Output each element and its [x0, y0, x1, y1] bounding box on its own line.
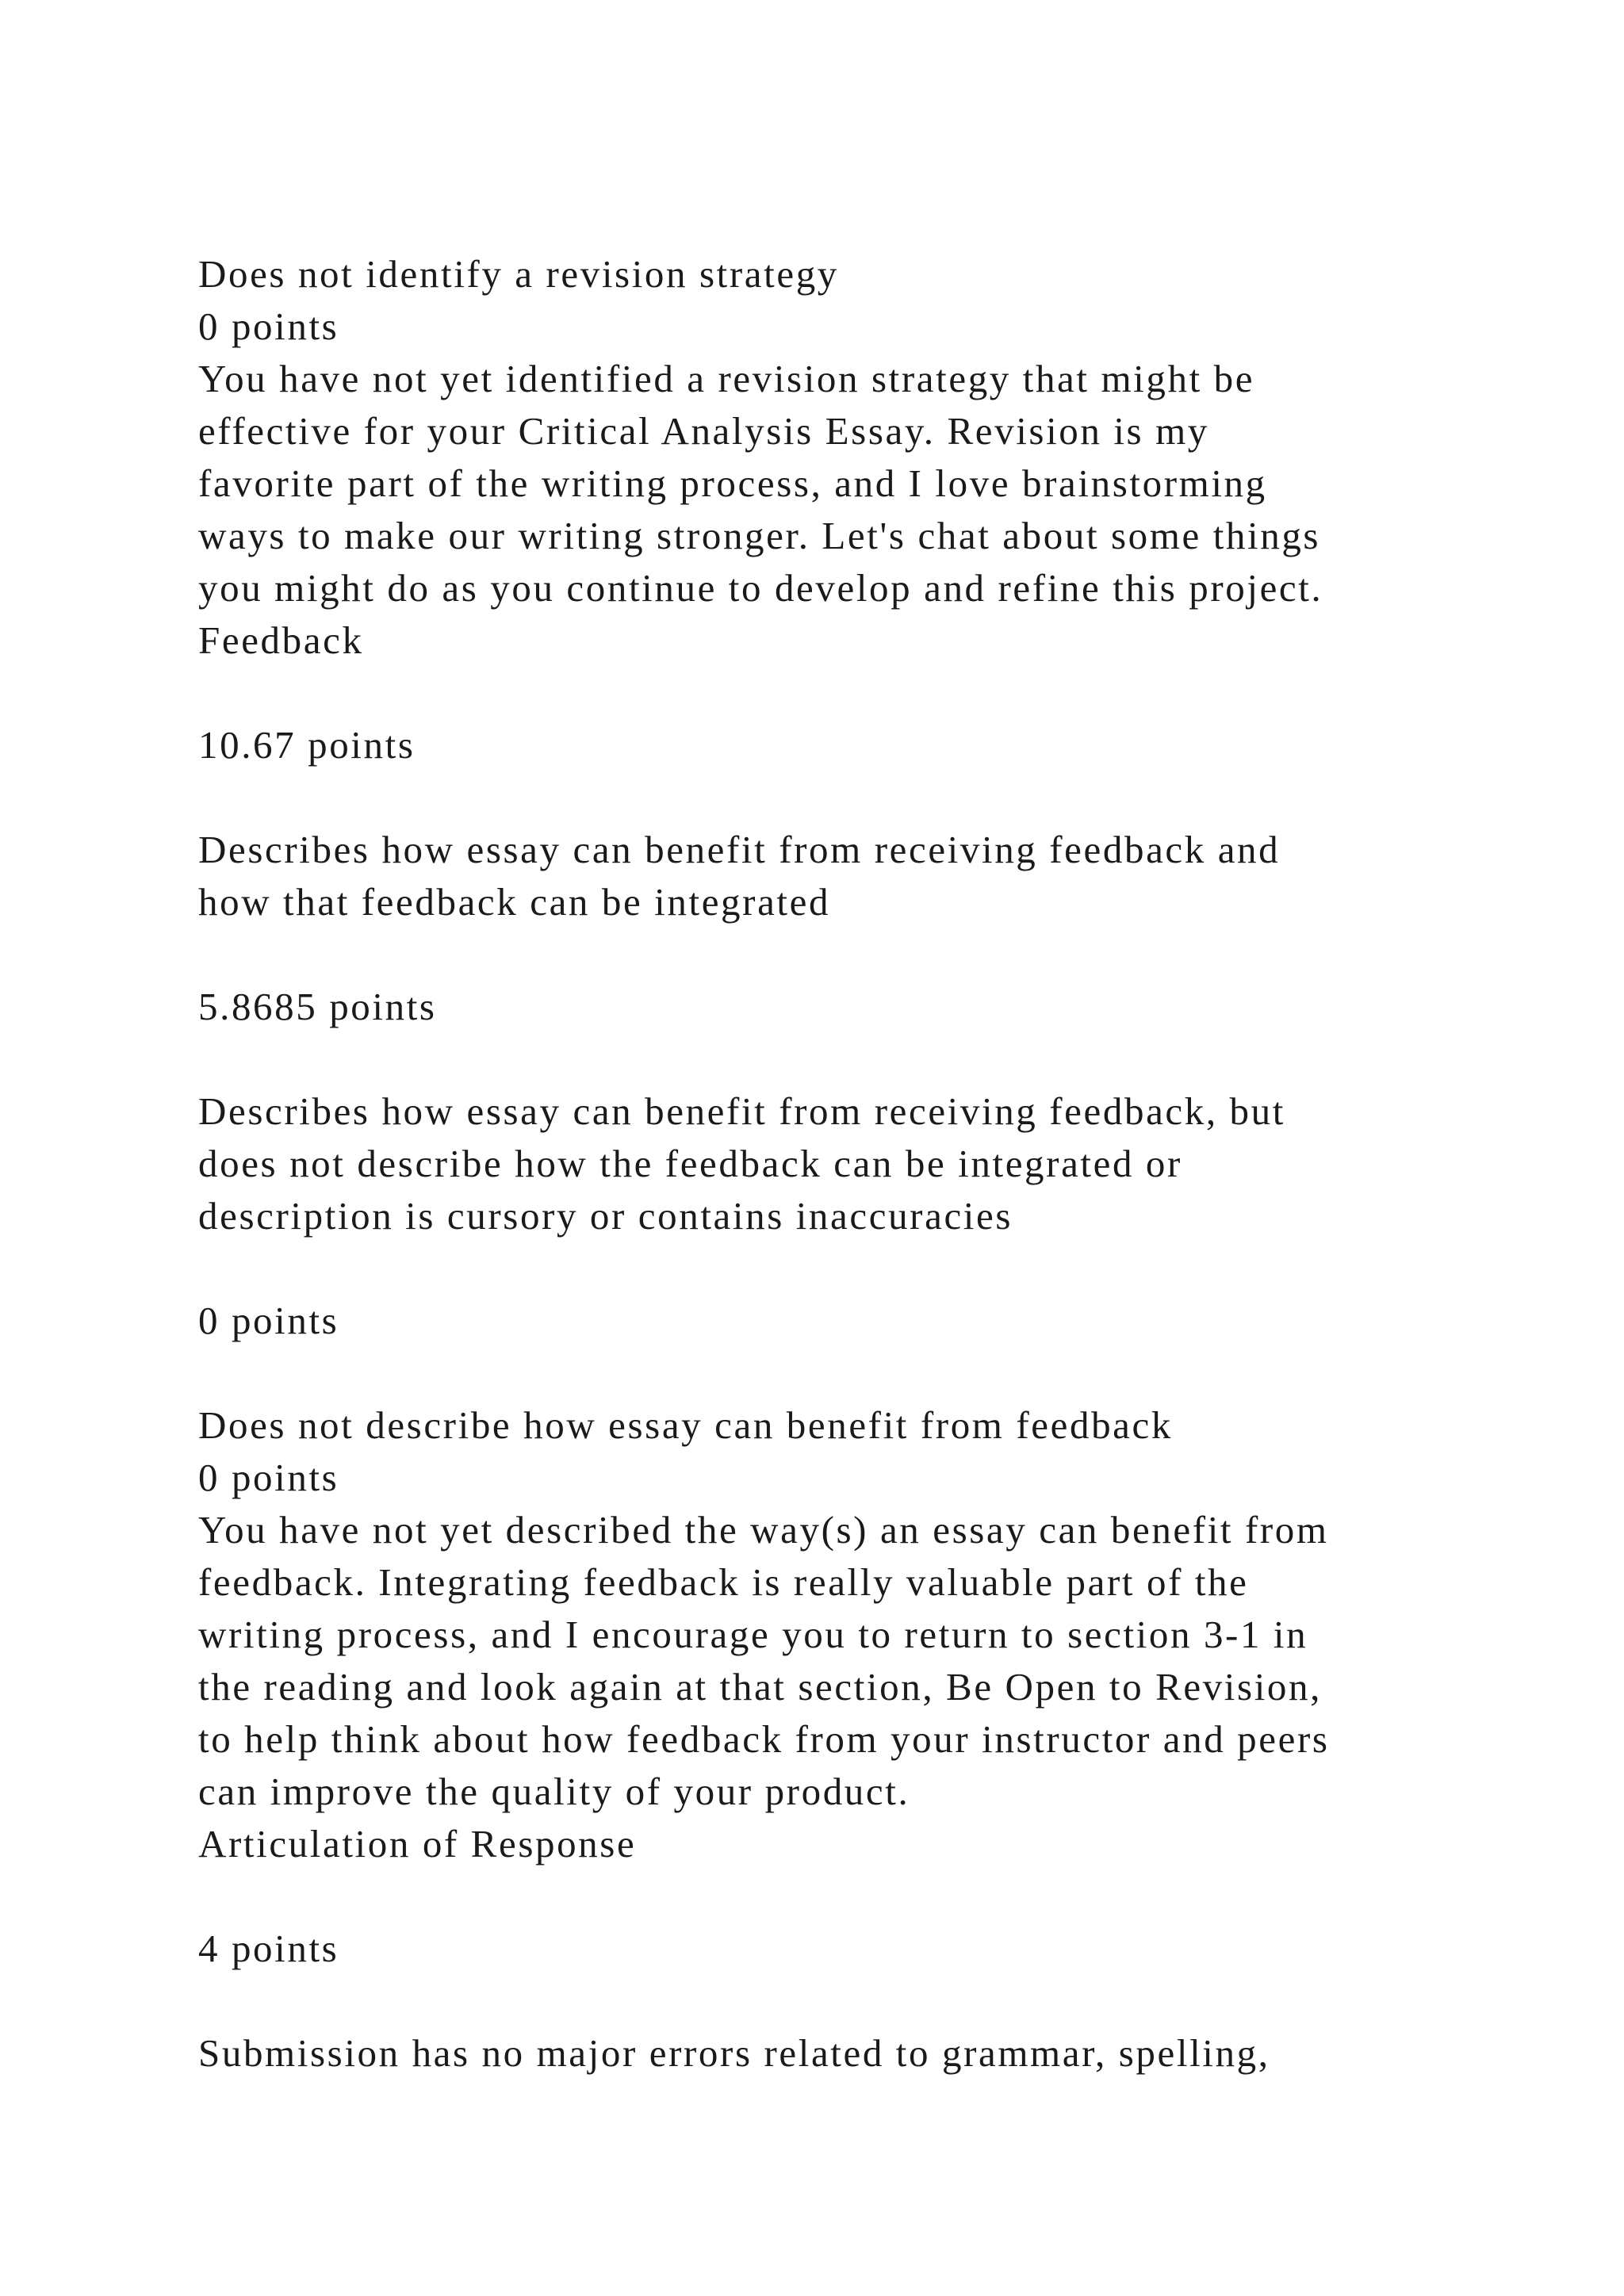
feedback-text-line: you might do as you continue to develop and refine this project. — [198, 566, 1323, 610]
points-value: 0 points — [198, 1299, 339, 1342]
feedback-text-line: feedback. Integrating feedback is really valuable part of the — [198, 1560, 1249, 1604]
criterion-description-line: does not describe how the feedback can be integrated or — [198, 1142, 1182, 1185]
feedback-text-line: to help think about how feedback from your instructor and peers — [198, 1717, 1330, 1761]
points-value: 4 points — [198, 1927, 339, 1970]
blank-line — [198, 771, 1546, 824]
blank-line — [198, 1975, 1546, 2027]
criterion-description-line: Submission has no major errors related to grammar, spelling, — [198, 2031, 1270, 2075]
criterion-description-line: how that feedback can be integrated — [198, 880, 831, 924]
points-value: 0 points — [198, 1456, 339, 1499]
feedback-text-line: You have not yet identified a revision strategy that might be — [198, 357, 1255, 400]
feedback-text-line: ways to make our writing stronger. Let's chat about some things — [198, 514, 1321, 557]
blank-line — [198, 667, 1546, 719]
feedback-text-line: writing process, and I encourage you to return to section 3-1 in — [198, 1613, 1308, 1656]
feedback-text-line: the reading and look again at that section, Be Open to Revision, — [198, 1665, 1322, 1709]
criterion-level-label: Does not identify a revision strategy — [198, 252, 839, 296]
criterion-heading: Articulation of Response — [198, 1822, 637, 1866]
criterion-description-line: Describes how essay can benefit from receiving feedback and — [198, 828, 1281, 871]
blank-line — [198, 1033, 1546, 1085]
points-value: 5.8685 points — [198, 985, 437, 1028]
feedback-text-line: can improve the quality of your product. — [198, 1770, 910, 1813]
criterion-level-label: Does not describe how essay can benefit from feedback — [198, 1403, 1173, 1447]
blank-line — [198, 928, 1546, 981]
blank-line — [198, 1347, 1546, 1399]
points-value: 0 points — [198, 304, 339, 348]
blank-line — [198, 1870, 1546, 1923]
feedback-text-line: effective for your Critical Analysis Essay. Revision is my — [198, 409, 1209, 453]
points-value: 10.67 points — [198, 723, 416, 767]
document-text — [198, 248, 1546, 2080]
feedback-text-line: You have not yet described the way(s) an essay can benefit from — [198, 1508, 1329, 1552]
criterion-description-line: description is cursory or contains inaccuracies — [198, 1194, 1013, 1238]
criterion-description-line: Describes how essay can benefit from receiving feedback, but — [198, 1089, 1285, 1133]
feedback-text-line: favorite part of the writing process, and I love brainstorming — [198, 461, 1267, 505]
criterion-heading: Feedback — [198, 618, 364, 662]
blank-line — [198, 1242, 1546, 1295]
